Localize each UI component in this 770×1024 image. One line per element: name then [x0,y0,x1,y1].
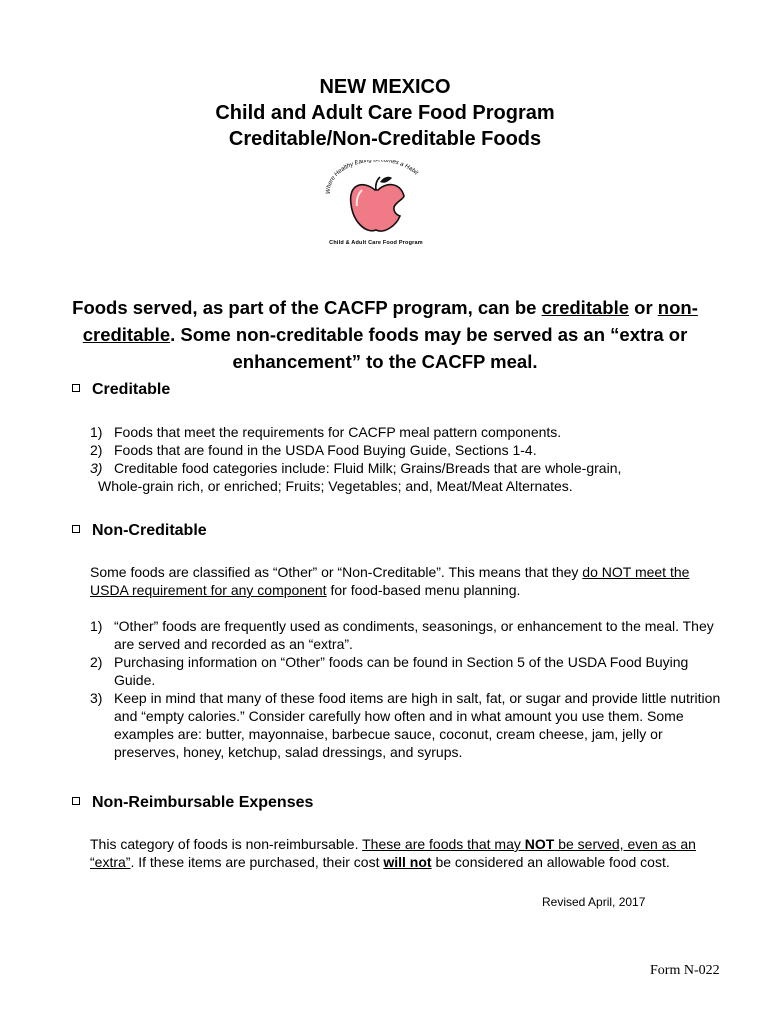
cacfp-logo [318,160,434,254]
document-title [0,74,770,152]
creditable-heading: Creditable [72,381,170,399]
revision-date: Revised April, 2017 [542,895,646,909]
form-number: Form N-022 [650,963,720,978]
checkbox-bullet-icon [72,525,80,533]
list-item: 1) Foods that meet the requirements for CACFP meal pattern components. [90,424,562,440]
non-creditable-heading: Non-Creditable [72,522,207,540]
checkbox-bullet-icon [72,384,80,392]
list-item: 3) Keep in mind that many of these food items are high in salt, fat, or sugar and provide little nutrition and “empty calories.” Consider carefully how often and in what amount you use them. Some examples are: butter, mayonnaise, barbecue sauce, coconut, cream cheese, jam, jelly or preserves, honey, ketchup, salad dressings, and syrups. [90,690,721,760]
logo-arc-text: Where Healthy Eating Becomes a Habit [325,160,419,195]
list-item: 3) Creditable food categories include: Fluid Milk; Grains/Breads that are whole-grain, [90,460,622,476]
apple-body [351,185,404,231]
checkbox-bullet-icon [72,797,80,805]
non-creditable-list [90,617,730,761]
title-program: Child and Adult Care Food Program [215,102,555,124]
list-item-continuation: Whole-grain rich, or enriched; Fruits; Vegetables; and, Meat/Meat Alternates. [98,478,573,494]
apple-icon [318,160,434,244]
non-reimbursable-heading: Non-Reimbursable Expenses [72,794,313,812]
title-state: NEW MEXICO [319,76,451,98]
non-creditable-intro: Some foods are classified as “Other” or “Non-Creditable”. This means that they do NOT meet the USDA requirement for any component for food-based menu planning. [90,564,690,598]
list-item: 2) Purchasing information on “Other” foods can be found in Section 5 of the USDA Food Buying Guide. [90,654,689,688]
list-item: 1) “Other” foods are frequently used as condiments, seasonings, or enhancement to the meal. They are served and recorded as an “extra”. [90,618,714,652]
list-item: 2) Foods that are found in the USDA Food Buying Guide, Sections 1-4. [90,442,537,458]
title-subject: Creditable/Non-Creditable Foods [228,128,542,150]
creditable-list [90,423,730,495]
non-reimbursable-text: This category of foods is non-reimbursable. These are foods that may NOT be served, even as an “extra”. If these items are purchased, their cost will not be considered an allowable food cost. [90,836,696,870]
intro-statement: Foods served, as part of the CACFP program, can be creditable or non-creditable. Some non-creditable foods may be served as an “extra or enhancement” to the CACFP meal. [72,297,698,372]
logo-caption: Child & Adult Care Food Program [329,240,423,246]
